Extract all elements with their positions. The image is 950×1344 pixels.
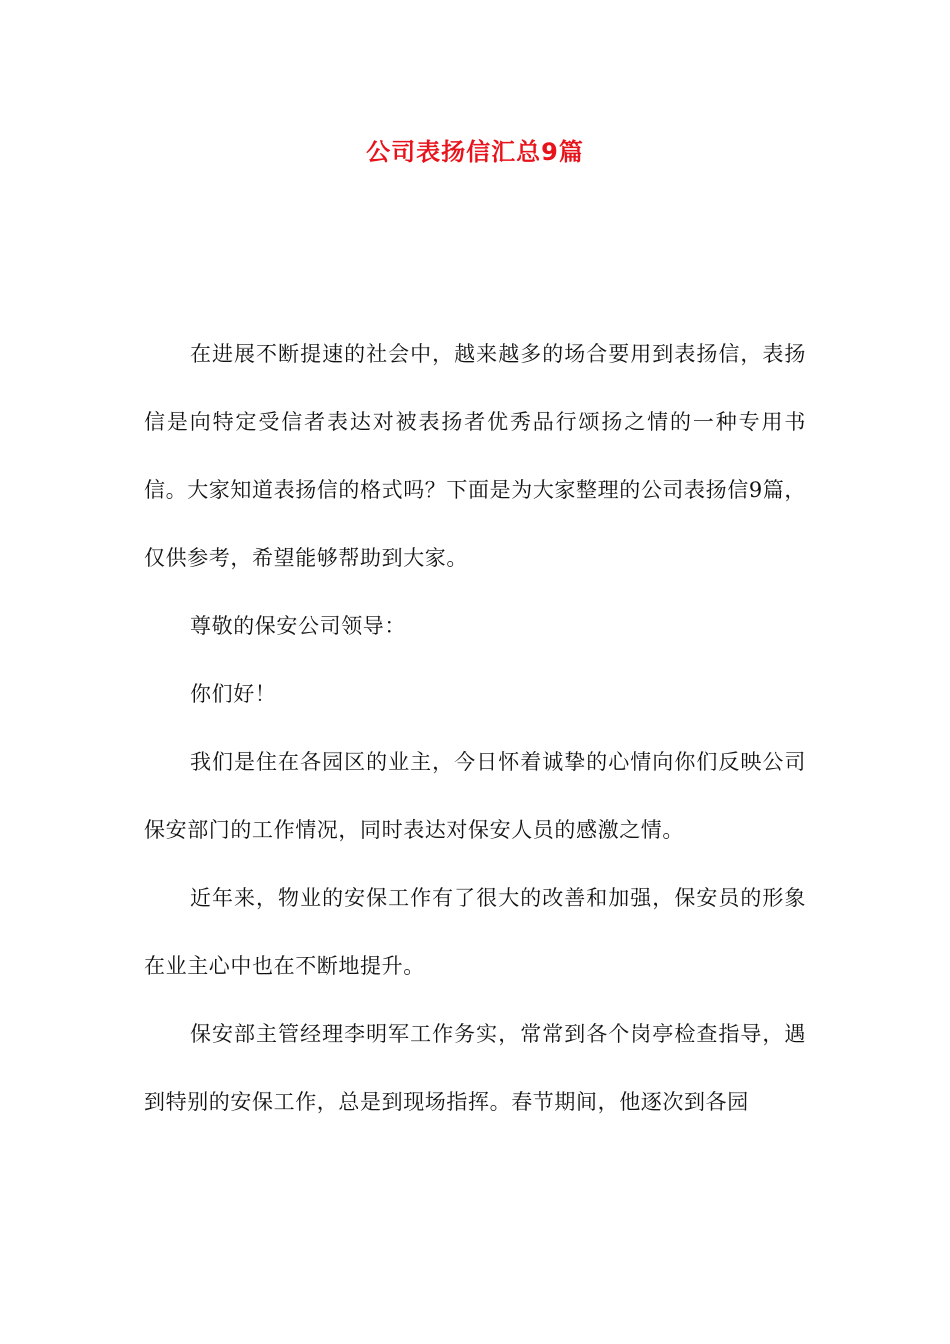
greeting: 你们好！ [190,682,277,706]
salutation: 尊敬的保安公司领导： [190,614,406,638]
body-paragraph: 保安部主管经理李明军工作务实，常常到各个岗亭检查指导，遇到特别的安保工作，总是到现场指挥。春节期间，他逐次到各园 [144,1022,806,1114]
body-paragraph: 近年来，物业的安保工作有了很大的改善和加强，保安员的形象在业主心中也在不断地提升。 [144,886,806,978]
body-paragraph: 我们是住在各园区的业主，今日怀着诚挚的心情向你们反映公司保安部门的工作情况，同时表达对保安人员的感激之情。 [144,750,806,842]
document-title: 公司表扬信汇总9篇 [366,138,584,166]
intro-paragraph: 在进展不断提速的社会中，越来越多的场合要用到表扬信，表扬信是向特定受信者表达对被表扬者优秀品行颂扬之情的一种专用书信。大家知道表扬信的格式吗？下面是为大家整理的公司表扬信9篇，仅供参考，希望能够帮助到大家。 [144,342,806,570]
document-body [144,320,806,1136]
